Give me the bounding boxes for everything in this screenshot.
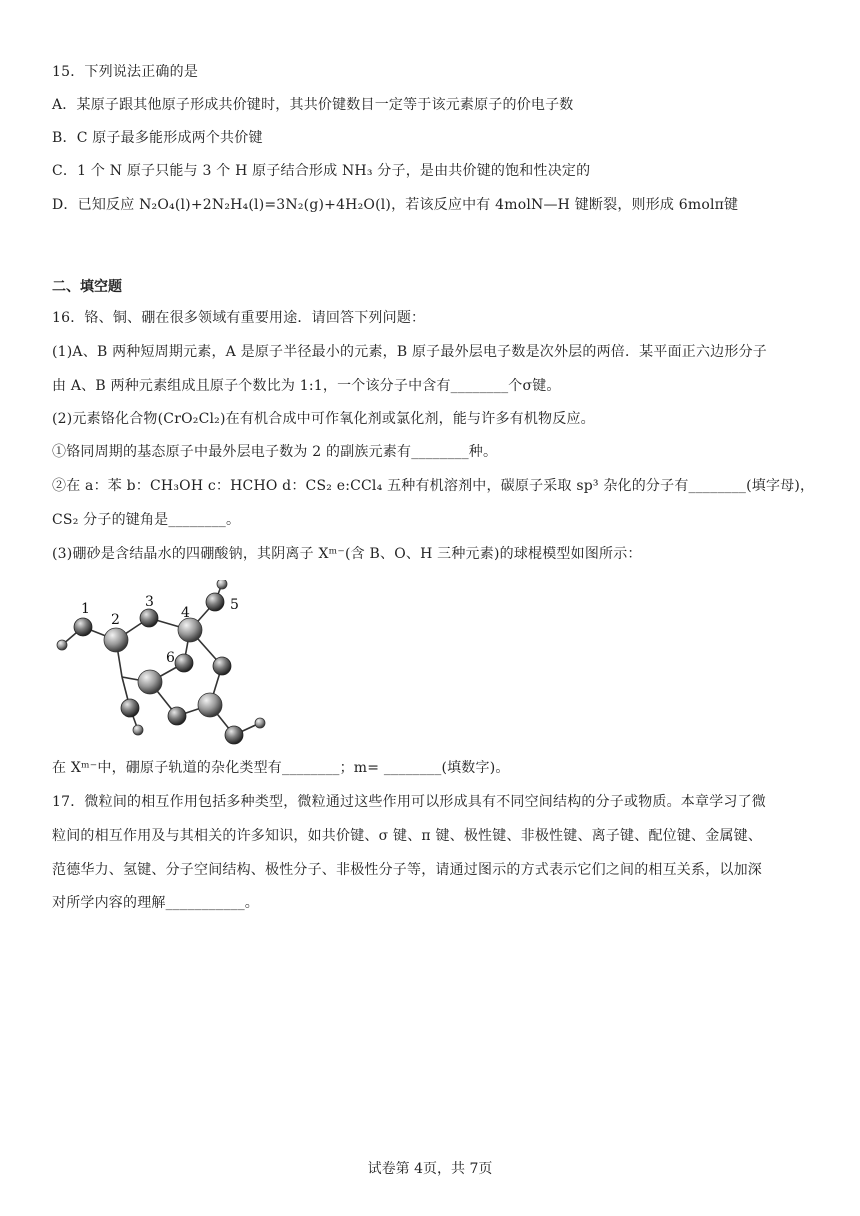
q16-stem: 16．铬、铜、硼在很多领域有重要用途．请回答下列问题： bbox=[52, 310, 426, 326]
q16-part2-sub2-line2: CS₂ 分子的键角是________。 bbox=[52, 512, 241, 528]
atom-label-3: 3 bbox=[145, 594, 154, 610]
atom-label-1: 1 bbox=[81, 601, 90, 617]
ball-and-stick-model-figure bbox=[50, 580, 280, 750]
q15-option-a: A．某原子跟其他原子形成共价键时，其共价键数目一定等于该元素原子的价电子数 bbox=[52, 97, 574, 113]
q15-option-d: D．已知反应 N₂O₄(l)+2N₂H₄(l)=3N₂(g)+4H₂O(l)，若该反应中有 4molN—H 键断裂，则形成 6molπ键 bbox=[52, 197, 739, 213]
b-atom bbox=[198, 693, 222, 717]
b-atom bbox=[104, 628, 128, 652]
q16-part3-intro: (3)硼砂是含结晶水的四硼酸钠，其阴离子 Xᵐ⁻(含 B、O、H 三种元素)的球棍模型如图所示： bbox=[52, 546, 642, 562]
q16-part2-sub2-line1: ②在 a：苯 b：CH₃OH c：HCHO d：CS₂ e:CCl₄ 五种有机溶剂中，碳原子采取 sp³ 杂化的分子有________(填字母)， bbox=[52, 478, 815, 494]
h-atom bbox=[57, 640, 67, 650]
q17-line2: 粒间的相互作用及与其相关的许多知识，如共价键、σ 键、π 键、极性键、非极性键、离子键、配位键、金属键、 bbox=[52, 828, 763, 844]
q16-part2-sub1: ①铬同周期的基态原子中最外层电子数为 2 的副族元素有________种。 bbox=[52, 444, 498, 460]
atom-label-2: 2 bbox=[111, 612, 120, 628]
o-atom bbox=[121, 699, 139, 717]
section-title-fill-in: 二、填空题 bbox=[52, 279, 122, 295]
atom-label-6: 6 bbox=[166, 650, 175, 666]
o-atom bbox=[175, 654, 193, 672]
h-atom bbox=[217, 580, 227, 589]
o-atom bbox=[140, 609, 158, 627]
q15-option-c: C．1 个 N 原子只能与 3 个 H 原子结合形成 NH₃ 分子，是由共价键的饱和性决定的 bbox=[52, 163, 591, 179]
b-atom bbox=[178, 618, 202, 642]
q15-stem: 15．下列说法正确的是 bbox=[52, 64, 199, 80]
q17-line3: 范德华力、氢键、分子空间结构、极性分子、非极性分子等，请通过图示的方式表示它们之间的相互关系，以加深 bbox=[52, 862, 762, 878]
page-footer: 试卷第 4页，共 7页 bbox=[367, 1161, 493, 1177]
q16-part2-intro: (2)元素铬化合物(CrO₂Cl₂)在有机合成中可作氧化剂或氯化剂，能与许多有机物反应。 bbox=[52, 411, 595, 427]
q16-part1-line2: 由 A、B 两种元素组成且原子个数比为 1:1，一个该分子中含有________个σ键。 bbox=[52, 378, 561, 394]
q16-part1-line1: (1)A、B 两种短周期元素，A 是原子半径最小的元素，B 原子最外层电子数是次外层的两倍．某平面正六边形分子 bbox=[52, 344, 767, 360]
o-atom bbox=[225, 726, 243, 744]
atom-label-4: 4 bbox=[181, 605, 190, 621]
q17-line4: 对所学内容的理解___________。 bbox=[52, 895, 259, 911]
h-atom bbox=[133, 725, 143, 735]
h-atom bbox=[255, 718, 265, 728]
b-atom bbox=[138, 670, 162, 694]
atom-label-5: 5 bbox=[230, 597, 239, 613]
o-atom bbox=[206, 593, 224, 611]
o-atom bbox=[74, 618, 92, 636]
o-atom bbox=[168, 707, 186, 725]
q15-option-b: B．C 原子最多能形成两个共价键 bbox=[52, 130, 263, 146]
q16-part3-question: 在 Xᵐ⁻中，硼原子轨道的杂化类型有________；m= ________(填数字)。 bbox=[52, 760, 510, 776]
o-atom bbox=[213, 657, 231, 675]
q17-line1: 17．微粒间的相互作用包括多种类型，微粒通过这些作用可以形成具有不同空间结构的分子或物质。本章学习了微 bbox=[52, 794, 767, 810]
